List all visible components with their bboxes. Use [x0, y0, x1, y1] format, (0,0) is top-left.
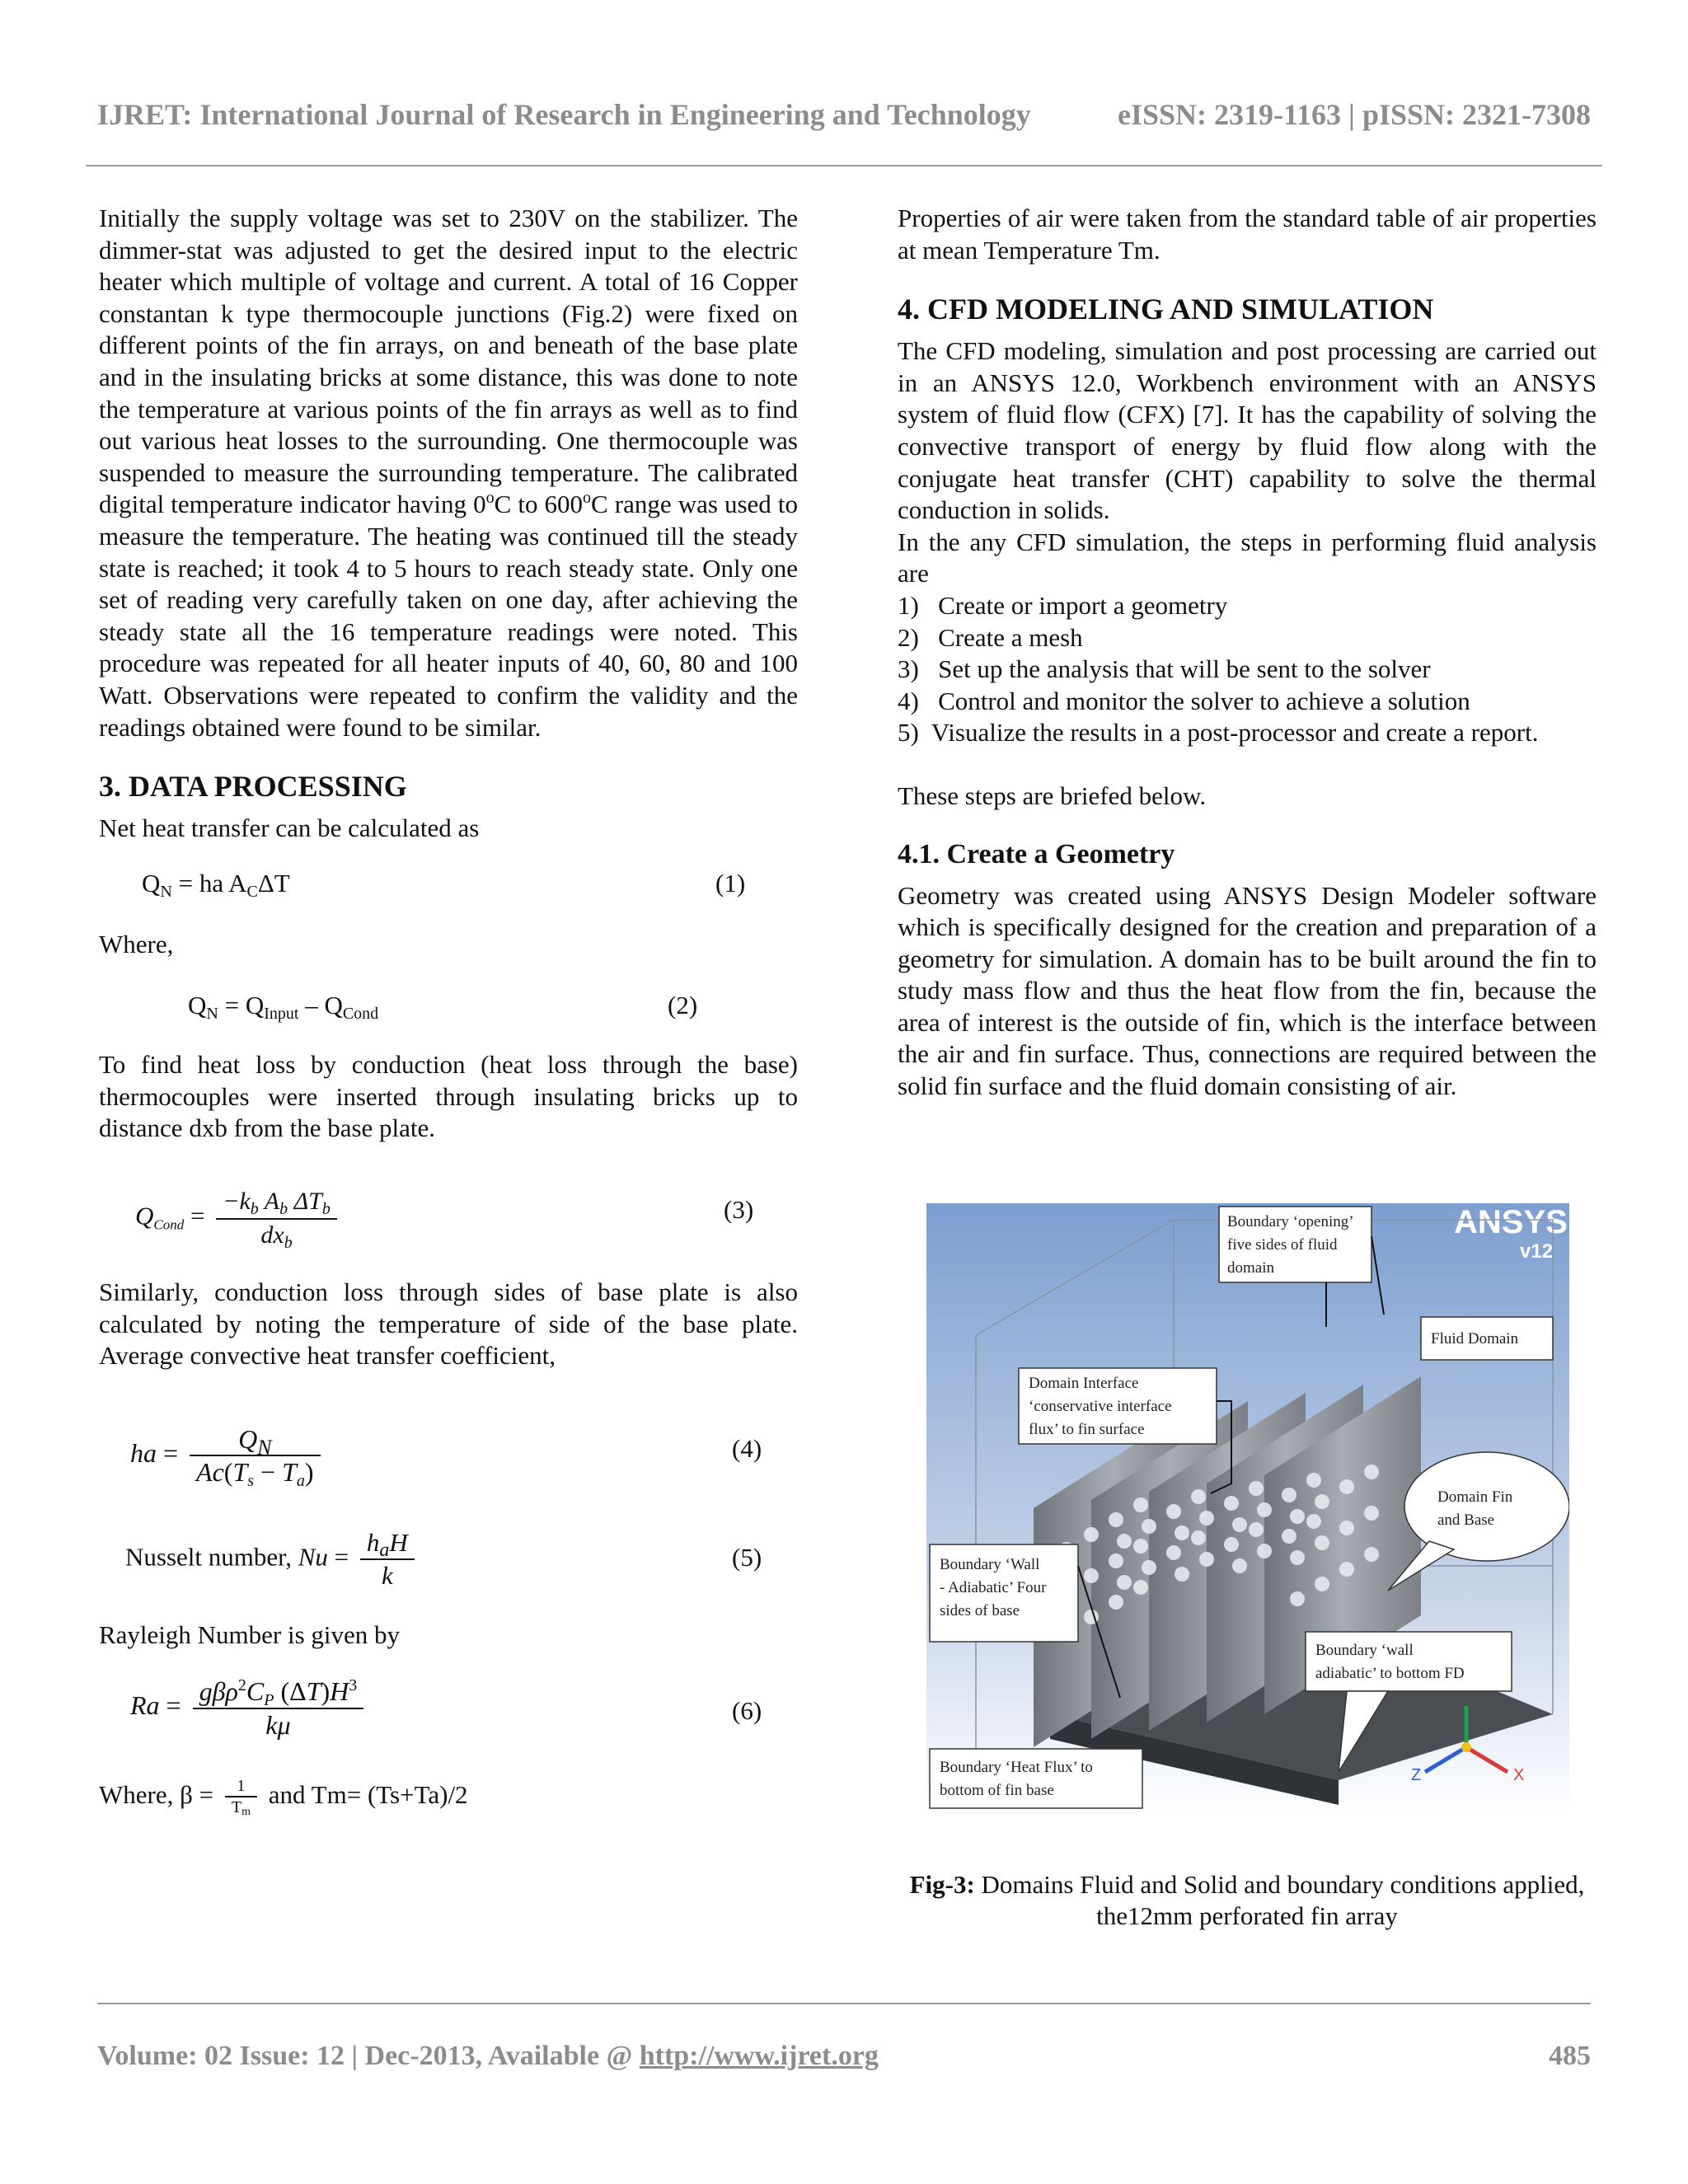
section-3-heading: 3. DATA PROCESSING — [99, 770, 407, 804]
journal-link[interactable]: http://www.ijret.org — [639, 2041, 879, 2071]
running-footer — [97, 2041, 1591, 2072]
equation-1: $Q_N$ = ha $A_C\Delta T$ (1) — [142, 868, 746, 901]
equation-2: $Q_N = Q_{Input} - Q_{Cond}$ (2) — [188, 991, 698, 1024]
svg-text:sides of base: sides of base — [940, 1602, 1020, 1619]
steps-intro: In the any CFD simulation, the steps in performing fluid analysis are — [898, 527, 1597, 588]
svg-text:bottom of fin base: bottom of fin base — [940, 1782, 1054, 1799]
callout-fluid-domain — [1421, 1317, 1553, 1360]
conduction-text: To find heat loss by conduction (heat loss through the base) thermocouples were inserted through insulating bricks up to distance dxb from the base plate. — [99, 1050, 798, 1143]
volume-info: Volume: 02 Issue: 12 | Dec-2013, Available @ http://www.ijret.org — [97, 2041, 879, 2071]
svg-text:Domain Fin: Domain Fin — [1437, 1488, 1513, 1506]
left-column — [99, 203, 798, 1825]
air-properties-text: Properties of air were taken from the standard table of air properties at mean Temperature Tm. — [898, 204, 1597, 265]
callout-heat-flux — [930, 1749, 1142, 1808]
briefed-text: These steps are briefed below. — [898, 780, 1207, 810]
svg-text:Boundary ‘Heat Flux’ to: Boundary ‘Heat Flux’ to — [940, 1759, 1093, 1776]
footer-rule — [97, 2003, 1591, 2004]
list-item: 1) Create or import a geometry — [898, 590, 1228, 620]
list-item: 5) Visualize the results in a post-processor and create a report. — [898, 718, 1539, 748]
geometry-paragraph: Geometry was created using ANSYS Design Modeler software which is specifically designed for the creation and preparation of a geometry for simulation. A domain has to be built around the fin to study mass flow and thus the heat flow from the fin, because the area of interest is the outside of fin, which is the interface between the air and fin surface. Thus, connections are required between the solid fin surface and the fluid domain consisting of air. — [898, 880, 1597, 1101]
svg-text:‘conservative interface: ‘conservative interface — [1029, 1398, 1172, 1415]
section-4-heading: 4. CFD MODELING AND SIMULATION — [898, 293, 1434, 326]
axis-z-label: Z — [1411, 1766, 1422, 1784]
svg-text:Domain Interface: Domain Interface — [1029, 1375, 1139, 1392]
running-header — [97, 97, 1591, 132]
equation-5: Nusselt number, Nu = $\frac{h_aH}{k}$ (5) — [125, 1527, 762, 1591]
equation-6: Ra = $\frac{g\beta\rho^2C_P (\Delta T)H^3}{k\mu}$ (6) — [130, 1676, 762, 1741]
svg-text:domain: domain — [1227, 1259, 1274, 1277]
figure-caption — [898, 1869, 1597, 1932]
steps-list — [898, 590, 1597, 749]
figure-label: Fig-3: — [909, 1870, 975, 1899]
svg-text:Boundary ‘Wall: Boundary ‘Wall — [940, 1556, 1040, 1573]
list-item: 2) Create a mesh — [898, 622, 1083, 652]
beta-definition: Where, β = $\frac{1}{T_m}$ and Tm= (Ts+Ta)/2 — [99, 1777, 468, 1819]
intro-paragraph: Initially the supply voltage was set to 230V on the stabilizer. The dimmer-stat was adjusted to get the desired input to the electric heater which multiple of voltage and current. A total of 16 Copper constantan k type thermocouple junctions (Fig.2) were fixed on different points of the fin arrays, on and beneath of the base plate and in the insulating bricks at some distance, this was done to note the temperature at various points of the fin arrays as well as to find out various heat losses to the surrounding. One thermocouple was suspended to measure the surrounding temperature. The calibrated digital temperature indicator having 0$^o$C to 600$^o$C range was used to measure the temperature. The heating was continued till the steady state is reached; it took 4 to 5 hours to reach steady state. Only one set of reading very carefully taken on one day, after achieving the steady state all the 16 temperature readings were noted. This procedure was repeated for all heater inputs of 40, 60, 80 and 100 Watt. Observations were repeated to confirm the validity and the readings obtained were found to be similar. — [99, 204, 798, 742]
svg-text:flux’ to fin surface: flux’ to fin surface — [1029, 1421, 1145, 1438]
page-number: 485 — [1549, 2041, 1591, 2071]
section-4-1-heading: 4.1. Create a Geometry — [898, 838, 1175, 869]
ansys-logo: ANSYS — [1454, 1204, 1568, 1240]
list-item: 3) Set up the analysis that will be sent to the solver — [898, 654, 1431, 684]
right-column — [898, 203, 1597, 1103]
journal-name: IJRET: International Journal of Research in Engineering and Technology — [97, 98, 1031, 131]
svg-text:Fluid Domain: Fluid Domain — [1431, 1330, 1519, 1347]
axis-x-label: X — [1513, 1766, 1525, 1784]
cfd-paragraph: The CFD modeling, simulation and post processing are carried out in an ANSYS 12.0, Workbench environment with an ANSYS system of fluid flow (CFX) [7]. It has the capability of solving the convective transport of energy by fluid flow along with the conjugate heat transfer (CHT) capability to solve the thermal conduction in solids. — [898, 336, 1597, 525]
rayleigh-text: Rayleigh Number is given by — [99, 1619, 401, 1649]
similarly-text: Similarly, conduction loss through sides of base plate is also calculated by noting the temperature of side of the base plate. Average convective heat transfer coefficient, — [99, 1277, 798, 1371]
figure-caption-text: Domains Fluid and Solid and boundary conditions applied, the12mm perforated fin array — [974, 1870, 1585, 1930]
nusselt-label: Nusselt number, — [125, 1542, 292, 1572]
figure-3-image — [926, 1203, 1569, 1815]
issn: eISSN: 2319-1163 | pISSN: 2321-7308 — [1118, 98, 1591, 131]
ansys-version: v12 — [1520, 1240, 1554, 1263]
svg-text:adiabatic’ to bottom FD: adiabatic’ to bottom FD — [1315, 1665, 1465, 1682]
svg-text:- Adiabatic’ Four: - Adiabatic’ Four — [940, 1579, 1047, 1596]
equation-4: ha = $\frac{Q_N}{Ac(T_s - T_a)}$ (4) — [130, 1423, 762, 1491]
svg-text:Boundary ‘opening’: Boundary ‘opening’ — [1227, 1213, 1354, 1230]
equation-3: $Q_{Cond}$ = $\frac{-k_b A_b \Delta T_b}{dx_b}$ (3) — [135, 1188, 754, 1252]
net-heat-text: Net heat transfer can be calculated as — [99, 813, 480, 843]
list-item: 4) Control and monitor the solver to achieve a solution — [898, 686, 1470, 715]
svg-text:Boundary ‘wall: Boundary ‘wall — [1315, 1642, 1414, 1659]
svg-text:and Base: and Base — [1437, 1511, 1495, 1529]
header-rule — [86, 165, 1602, 166]
svg-text:five sides of fluid: five sides of fluid — [1227, 1236, 1338, 1254]
where-text: Where, — [99, 929, 174, 958]
